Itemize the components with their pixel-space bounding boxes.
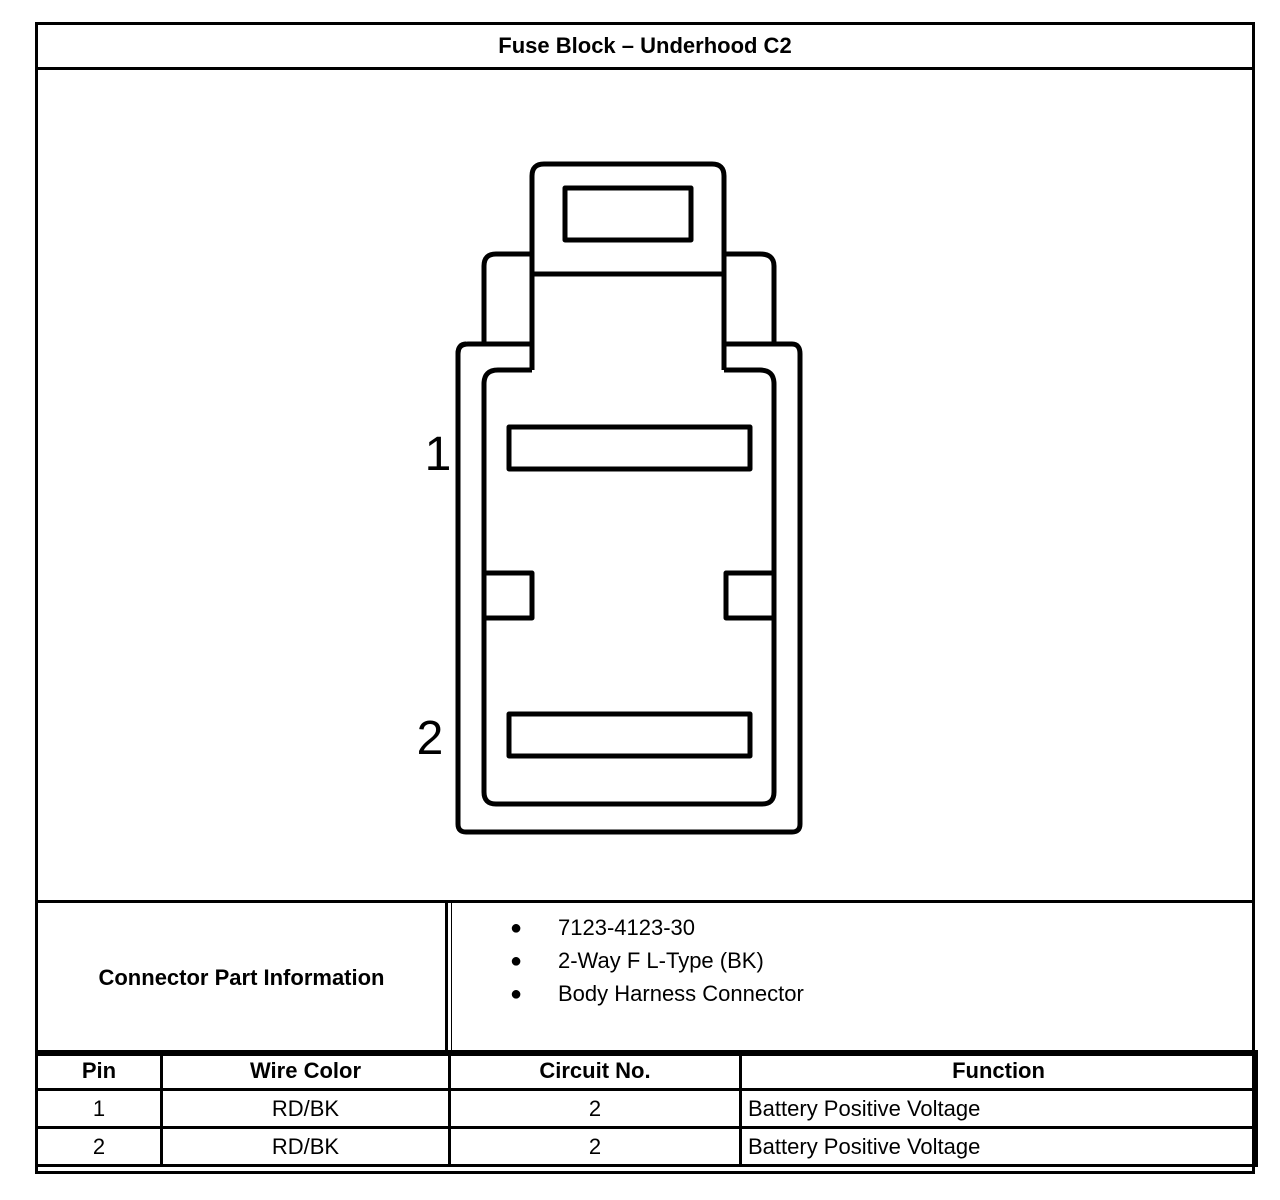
bullet-icon: ● [510,917,523,939]
inner-cavity-outline [484,370,774,804]
bullet-icon: ● [510,983,523,1005]
list-item: ● 7123-4123-30 [510,915,696,940]
left-key [484,573,532,618]
list-item: ● 2-Way F L-Type (BK) [510,948,764,973]
connector-diagram [38,70,1252,900]
cell-circuit-no: 2 [450,1090,741,1128]
connector-body-outline [458,344,800,832]
pin-label-2: 2 [416,712,444,765]
cell-pin: 1 [37,1090,162,1128]
table-row [37,1090,1257,1128]
cell-wire-color: RD/BK [162,1090,450,1128]
right-key [726,573,774,618]
cell-function: Battery Positive Voltage [741,1128,1257,1166]
page-title: Fuse Block – Underhood C2 [38,25,1252,70]
table-header-row [37,1052,1257,1090]
connector-info-label: Connector Part Information [38,903,448,1053]
latch-window [565,188,691,240]
header-circuit-no: Circuit No. [450,1052,741,1090]
header-wire-color: Wire Color [162,1052,450,1090]
connector-part-info [38,900,1252,1056]
list-item: ● Body Harness Connector [510,981,804,1006]
header-function: Function [741,1052,1257,1090]
left-shoulder-outline [484,254,532,346]
cell-circuit-no: 2 [450,1128,741,1166]
connector-info-list [451,903,1252,1053]
cell-wire-color: RD/BK [162,1128,450,1166]
pin-label-1: 1 [424,428,452,481]
pin-table [35,1050,1258,1167]
header-pin: Pin [37,1052,162,1090]
connector-face-drawing [38,70,1252,900]
terminal-slot-1 [509,427,750,469]
cell-function: Battery Positive Voltage [741,1090,1257,1128]
latch-tower-outline [532,164,724,370]
right-shoulder-outline [724,254,774,346]
connector-sheet [35,22,1255,1174]
connector-body-top-left [458,344,532,354]
terminal-slot-2 [509,714,750,756]
table-row [37,1128,1257,1166]
bullet-icon: ● [510,950,523,972]
cell-pin: 2 [37,1128,162,1166]
